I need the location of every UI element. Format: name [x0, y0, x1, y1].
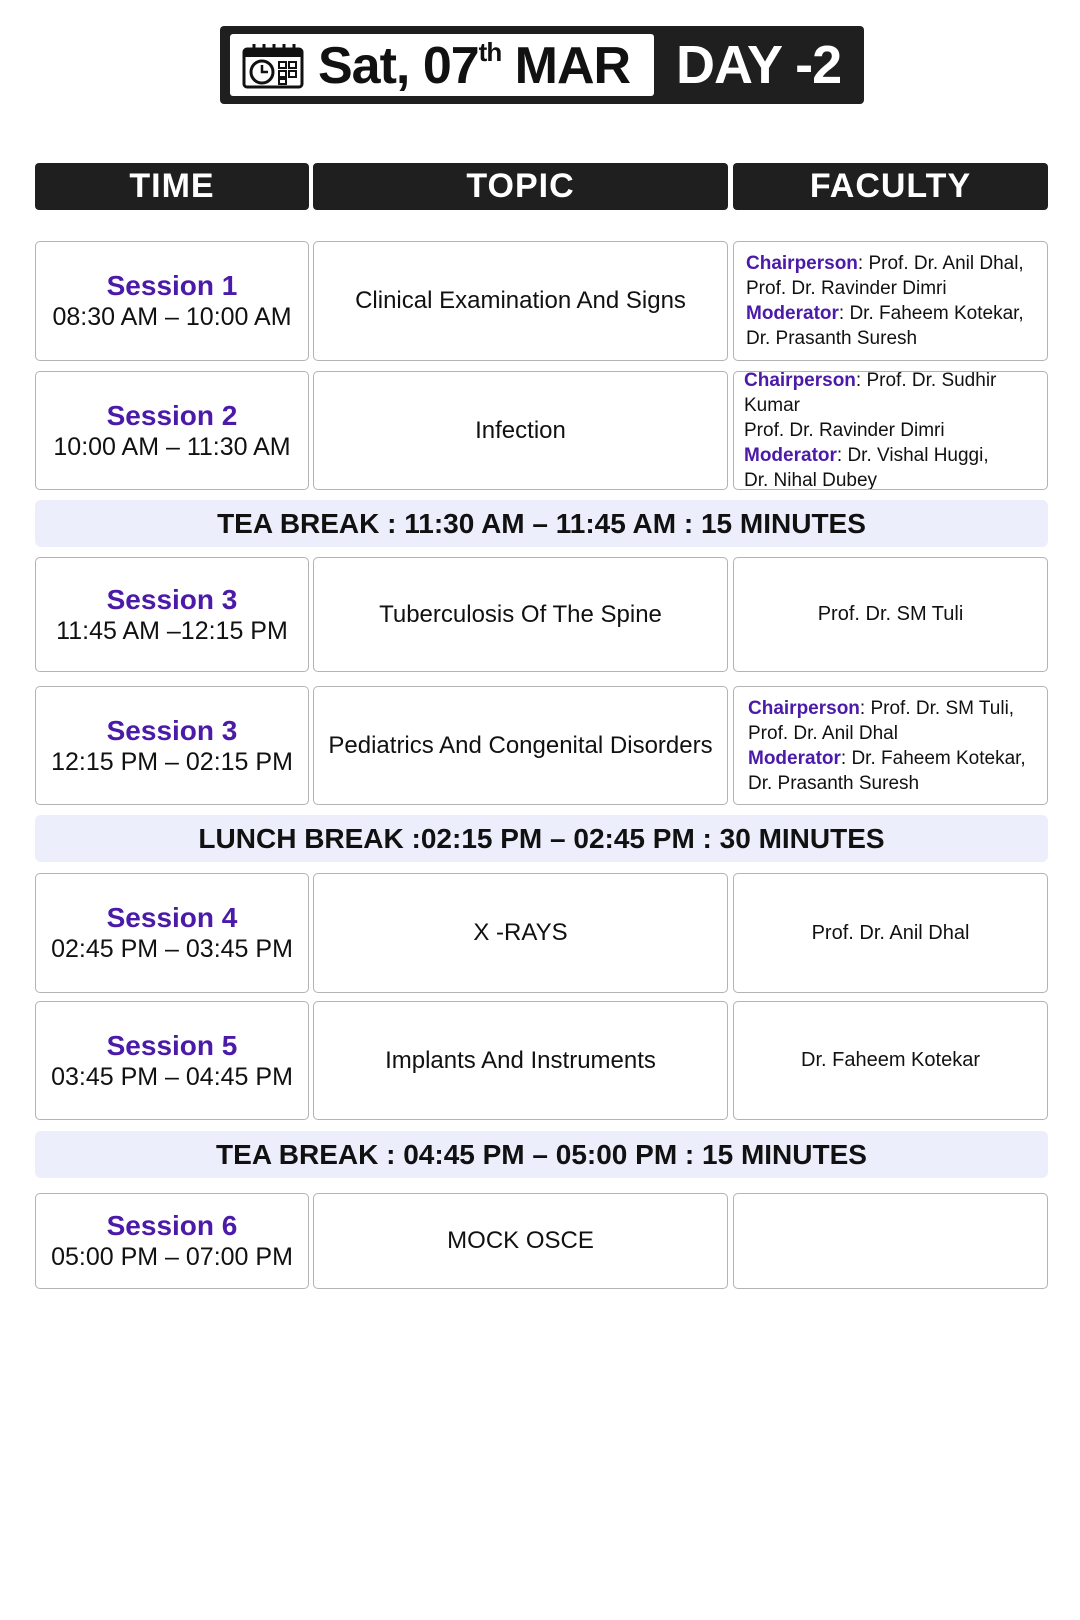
- role-label: Chairperson: [748, 697, 860, 719]
- topic-cell: [313, 241, 728, 361]
- date-month: MAR: [514, 37, 631, 95]
- header-faculty: FACULTY: [733, 163, 1048, 210]
- session-time: 05:00 PM – 07:00 PM: [51, 1243, 293, 1271]
- session-time-cell: [35, 557, 309, 672]
- session-time: 03:45 PM – 04:45 PM: [51, 1062, 293, 1091]
- faculty-cell: [733, 686, 1048, 805]
- lunch-break-bar: LUNCH BREAK :02:15 PM – 02:45 PM : 30 MINUTES: [35, 815, 1048, 862]
- faculty-name: : Prof. Dr. Sudhir Kumar: [744, 371, 997, 416]
- faculty-name: Dr. Prasanth Suresh: [748, 772, 920, 794]
- faculty-cell: [733, 1193, 1048, 1289]
- faculty-name: : Dr. Faheem Kotekar,: [840, 747, 1026, 769]
- faculty-list: [734, 696, 1040, 796]
- session-time: 11:45 AM –12:15 PM: [56, 616, 288, 645]
- topic-text: Infection: [475, 416, 566, 444]
- date-suffix: th: [478, 37, 502, 67]
- date-box: [230, 34, 654, 96]
- session-time: 12:15 PM – 02:15 PM: [51, 747, 293, 776]
- session-time-cell: [35, 686, 309, 805]
- session-name: Session 3: [106, 714, 238, 746]
- faculty-name: Prof. Dr. SM Tuli: [817, 603, 964, 625]
- topic-text: Clinical Examination And Signs: [355, 287, 686, 314]
- topic-text: MOCK OSCE: [447, 1227, 594, 1254]
- topic-cell: [313, 1193, 728, 1289]
- faculty-name: : Dr. Faheem Kotekar,: [838, 303, 1024, 324]
- session-name: Session 5: [106, 1029, 238, 1061]
- faculty-name: Prof. Dr. Anil Dhal: [748, 722, 898, 744]
- tea-break-bar: TEA BREAK : 04:45 PM – 05:00 PM : 15 MINUTES: [35, 1131, 1048, 1178]
- faculty-cell: [733, 1001, 1048, 1120]
- faculty-name: Dr. Nihal Dubey: [744, 470, 878, 490]
- faculty-name: : Prof. Dr. SM Tuli,: [859, 697, 1015, 719]
- faculty-name: Prof. Dr. Ravinder Dimri: [744, 420, 945, 441]
- session-time-cell: [35, 873, 309, 993]
- session-name: Session 3: [106, 583, 238, 615]
- topic-cell: [313, 686, 728, 805]
- session-name: Session 2: [106, 399, 238, 431]
- date-weekday-day: Sat, 07: [318, 37, 479, 95]
- date-banner: [220, 26, 864, 104]
- session-time-cell: [35, 371, 309, 490]
- faculty-cell: [733, 873, 1048, 993]
- role-label: Moderator: [746, 303, 839, 324]
- faculty-cell: [733, 371, 1048, 490]
- faculty-list: [734, 251, 1036, 351]
- faculty-list: [734, 371, 1047, 490]
- topic-cell: [313, 557, 728, 672]
- session-time: 08:30 AM – 10:00 AM: [52, 303, 292, 331]
- role-label: Chairperson: [746, 253, 858, 274]
- faculty-cell: [733, 241, 1048, 361]
- faculty-name: : Dr. Vishal Huggi,: [836, 445, 989, 466]
- day-label: DAY -2: [676, 35, 842, 95]
- topic-text: Tuberculosis Of The Spine: [379, 600, 662, 628]
- session-time-cell: [35, 1001, 309, 1120]
- calendar-clock-icon: [242, 43, 304, 89]
- role-label: Chairperson: [744, 371, 856, 391]
- session-name: Session 1: [106, 270, 238, 301]
- session-name: Session 4: [106, 902, 238, 933]
- session-time: 10:00 AM – 11:30 AM: [53, 432, 291, 461]
- session-time: 02:45 PM – 03:45 PM: [51, 935, 293, 963]
- session-time-cell: [35, 241, 309, 361]
- topic-text: Pediatrics And Congenital Disorders: [328, 731, 713, 759]
- header-time: TIME: [35, 163, 309, 210]
- faculty-name: Dr. Prasanth Suresh: [746, 328, 918, 349]
- faculty-cell: [733, 557, 1048, 672]
- faculty-name: : Prof. Dr. Anil Dhal,: [857, 253, 1024, 274]
- topic-text: Implants And Instruments: [385, 1046, 656, 1074]
- date-text: [318, 38, 630, 94]
- topic-cell: [313, 873, 728, 993]
- topic-text: X -RAYS: [473, 919, 568, 946]
- topic-cell: [313, 371, 728, 490]
- faculty-name: Prof. Dr. Anil Dhal: [811, 921, 970, 944]
- tea-break-bar: TEA BREAK : 11:30 AM – 11:45 AM : 15 MINUTES: [35, 500, 1048, 547]
- role-label: Moderator: [744, 445, 837, 466]
- session-name: Session 6: [106, 1210, 238, 1241]
- session-time-cell: [35, 1193, 309, 1289]
- faculty-name: Dr. Faheem Kotekar: [801, 1049, 980, 1071]
- topic-cell: [313, 1001, 728, 1120]
- header-topic: TOPIC: [313, 163, 728, 210]
- role-label: Moderator: [748, 747, 841, 769]
- faculty-name: Prof. Dr. Ravinder Dimri: [746, 278, 947, 299]
